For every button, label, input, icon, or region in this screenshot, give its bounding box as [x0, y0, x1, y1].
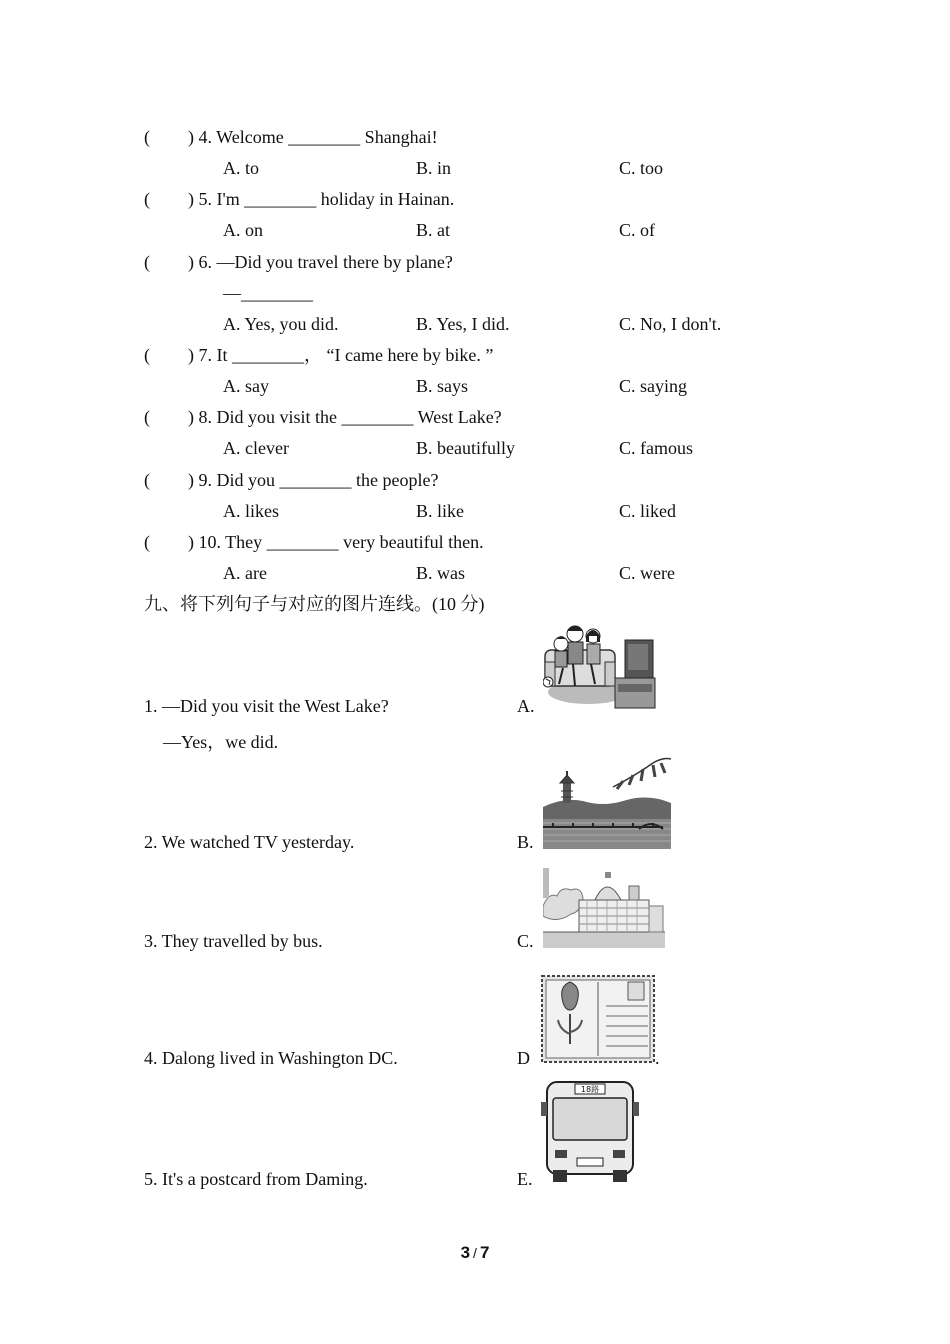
trailing-dot: . — [655, 1048, 660, 1068]
q9-option-b: B. like — [416, 501, 464, 521]
q8-option-c: C. famous — [619, 438, 693, 458]
match-sentence-2: 2. We watched TV yesterday. — [144, 832, 355, 852]
q4-option-b: B. in — [416, 158, 452, 178]
question-4: ) 4. Welcome ________ Shanghai! — [188, 127, 438, 147]
picture-label-d: D — [517, 1048, 530, 1068]
picture-label-c: C. — [517, 931, 534, 951]
match-sentence-4: 4. Dalong lived in Washington DC. — [144, 1048, 398, 1068]
q5-option-c: C. of — [619, 220, 655, 240]
page-current: 3 — [460, 1243, 471, 1262]
picture-label-e: E. — [517, 1169, 533, 1189]
q4-option-a: A. to — [223, 158, 259, 178]
q7-option-c: C. saying — [619, 376, 688, 396]
question-5: ) 5. I'm ________ holiday in Hainan. — [188, 189, 455, 209]
answer-bracket: ( — [144, 470, 150, 490]
answer-bracket: ( — [144, 532, 150, 552]
answer-bracket: ( — [144, 407, 150, 427]
page-total: 7 — [479, 1243, 490, 1262]
answer-bracket: ( — [144, 345, 150, 365]
match-sentence-1: 1. —Did you visit the West Lake? — [144, 696, 389, 716]
west-lake-picture — [543, 757, 671, 849]
match-sentence-3: 3. They travelled by bus. — [144, 931, 323, 951]
q9-option-c: C. liked — [619, 501, 676, 521]
family-watching-tv-picture — [543, 622, 656, 712]
washington-dc-picture — [543, 866, 665, 948]
q5-option-b: B. at — [416, 220, 450, 240]
q6-answer-line: —________ — [223, 283, 313, 303]
q5-option-a: A. on — [223, 220, 263, 240]
q9-option-a: A. likes — [223, 501, 279, 521]
answer-bracket: ( — [144, 127, 150, 147]
question-6: ) 6. —Did you travel there by plane? — [188, 252, 453, 272]
answer-bracket: ( — [144, 252, 150, 272]
q8-option-a: A. clever — [223, 438, 289, 458]
page-separator: / — [473, 1245, 477, 1261]
q10-option-a: A. are — [223, 563, 267, 583]
picture-label-b: B. — [517, 832, 534, 852]
q6-option-b: B. Yes, I did. — [416, 314, 510, 334]
q10-option-c: C. were — [619, 563, 675, 583]
match-sentence-5: 5. It's a postcard from Daming. — [144, 1169, 368, 1189]
question-8: ) 8. Did you visit the ________ West Lake? — [188, 407, 502, 427]
postcard-picture — [540, 974, 656, 1064]
match-sentence-1-reply: —Yes，we did. — [163, 732, 279, 752]
q10-option-b: B. was — [416, 563, 465, 583]
question-10: ) 10. They ________ very beautiful then. — [188, 532, 484, 552]
q6-option-c: C. No, I don't. — [619, 314, 722, 334]
q8-option-b: B. beautifully — [416, 438, 515, 458]
section-9-title: 九、将下列句子与对应的图片连线。(10 分) — [144, 594, 485, 614]
answer-bracket: ( — [144, 189, 150, 209]
picture-label-a: A. — [517, 696, 535, 716]
bus-route-sign: 18路 — [580, 1085, 600, 1094]
q7-option-b: B. says — [416, 376, 469, 396]
q7-option-a: A. say — [223, 376, 269, 396]
question-7: ) 7. It ________， “I came here by bike. ” — [188, 345, 494, 365]
question-9: ) 9. Did you ________ the people? — [188, 470, 439, 490]
page-number — [0, 1243, 950, 1263]
bus-picture — [541, 1080, 639, 1184]
q6-option-a: A. Yes, you did. — [223, 314, 339, 334]
q4-option-c: C. too — [619, 158, 664, 178]
